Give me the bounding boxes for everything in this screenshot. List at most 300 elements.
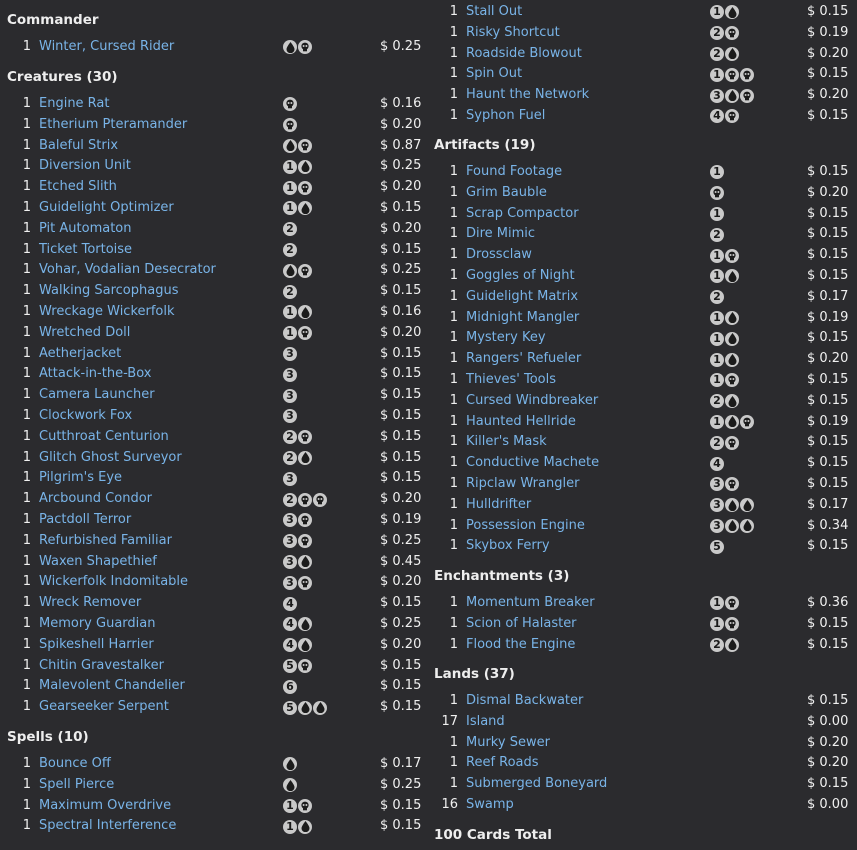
mana-cost	[283, 796, 312, 817]
card-name-link[interactable]: Wreckage Wickerfolk	[39, 303, 175, 319]
card-quantity: 1	[22, 657, 31, 673]
card-name-link[interactable]: Pit Automaton	[39, 220, 132, 236]
mana-cost	[283, 775, 297, 796]
card-name-link[interactable]: Spectral Interference	[39, 818, 177, 834]
mana-cost	[283, 323, 312, 344]
card-price: $ 0.20	[807, 184, 849, 200]
card-row	[7, 816, 427, 837]
card-name-link[interactable]: Thieves' Tools	[466, 371, 556, 387]
card-quantity: 1	[22, 491, 31, 507]
generic-mana-icon: 3	[283, 534, 297, 548]
card-row	[7, 302, 427, 323]
card-row	[7, 406, 427, 427]
card-name-link[interactable]: Submerged Boneyard	[466, 776, 608, 792]
card-row	[7, 468, 427, 489]
card-price: $ 0.15	[807, 371, 849, 387]
card-name-link[interactable]: Spikeshell Harrier	[39, 636, 154, 652]
card-quantity: 1	[22, 615, 31, 631]
card-quantity: 1	[449, 351, 458, 367]
card-name-link[interactable]: Diversion Unit	[39, 158, 131, 174]
card-name-link[interactable]: Guidelight Matrix	[466, 288, 579, 304]
mana-cost	[283, 531, 312, 552]
card-row	[434, 691, 854, 712]
generic-mana-icon: 1	[710, 165, 724, 179]
blue-mana-icon	[740, 519, 754, 533]
card-price: $ 0.15	[380, 797, 422, 813]
card-quantity: 1	[449, 615, 458, 631]
black-mana-icon	[740, 89, 754, 103]
card-quantity: 1	[22, 387, 31, 403]
card-price: $ 0.15	[380, 699, 422, 715]
card-quantity: 1	[22, 511, 31, 527]
card-row	[434, 614, 854, 635]
card-row	[434, 453, 854, 474]
card-name-link[interactable]: Pilgrim's Eye	[39, 470, 123, 486]
card-name-link[interactable]: Mystery Key	[466, 330, 546, 346]
card-name-link[interactable]: Clockwork Fox	[39, 407, 133, 423]
card-row	[434, 328, 854, 349]
card-name-link[interactable]: Haunted Hellride	[466, 413, 576, 429]
card-price: $ 0.15	[807, 538, 849, 554]
mana-cost	[710, 266, 739, 287]
card-price: $ 0.20	[807, 755, 849, 771]
card-name-link[interactable]: Dire Mimic	[466, 226, 536, 242]
generic-mana-icon: 4	[283, 638, 297, 652]
blue-mana-icon	[725, 415, 739, 429]
card-name-link[interactable]: Island	[466, 713, 505, 729]
card-row	[434, 349, 854, 370]
card-name-link[interactable]: Possession Engine	[466, 517, 585, 533]
generic-mana-icon: 3	[710, 89, 724, 103]
mana-cost	[710, 85, 754, 106]
card-name-link[interactable]: Spell Pierce	[39, 776, 115, 792]
black-mana-icon	[313, 493, 327, 507]
generic-mana-icon: 1	[283, 799, 297, 813]
card-price: $ 0.19	[807, 309, 849, 325]
card-price: $ 0.15	[380, 241, 422, 257]
card-row	[7, 240, 427, 261]
card-name-link[interactable]: Baleful Strix	[39, 137, 119, 153]
card-row	[7, 385, 427, 406]
card-name-link[interactable]: Cutthroat Centurion	[39, 428, 169, 444]
mana-cost	[283, 198, 312, 219]
black-mana-icon	[298, 139, 312, 153]
mana-cost	[710, 2, 739, 23]
card-name-link[interactable]: Hulldrifter	[466, 496, 532, 512]
card-quantity: 1	[22, 797, 31, 813]
card-row	[434, 287, 854, 308]
card-price: $ 0.15	[380, 366, 422, 382]
mana-cost	[710, 204, 724, 225]
mana-cost	[710, 391, 739, 412]
card-row	[7, 323, 427, 344]
card-row	[434, 391, 854, 412]
generic-mana-icon: 1	[710, 415, 724, 429]
card-price: $ 0.17	[807, 496, 849, 512]
card-name-link[interactable]: Scrap Compactor	[466, 205, 579, 221]
card-quantity: 1	[22, 137, 31, 153]
blue-mana-icon	[298, 617, 312, 631]
blue-mana-icon	[725, 638, 739, 652]
black-mana-icon	[283, 118, 297, 132]
mana-cost	[710, 106, 739, 127]
generic-mana-icon: 2	[283, 243, 297, 257]
mana-cost	[710, 287, 724, 308]
card-name-link[interactable]: Glitch Ghost Surveyor	[39, 449, 182, 465]
card-price: $ 0.25	[380, 158, 422, 174]
mana-cost	[283, 676, 297, 697]
mana-cost	[710, 453, 724, 474]
card-price: $ 0.15	[807, 615, 849, 631]
card-price: $ 0.25	[380, 532, 422, 548]
blue-mana-icon	[313, 701, 327, 715]
black-mana-icon	[298, 493, 312, 507]
card-name-link[interactable]: Wreck Remover	[39, 595, 142, 611]
generic-mana-icon: 2	[710, 436, 724, 450]
blue-mana-icon	[283, 778, 297, 792]
card-quantity: 1	[449, 538, 458, 554]
generic-mana-icon: 2	[283, 451, 297, 465]
card-quantity: 1	[449, 475, 458, 491]
black-mana-icon	[298, 576, 312, 590]
card-row	[434, 516, 854, 537]
black-mana-icon	[725, 68, 739, 82]
mana-cost	[710, 516, 754, 537]
generic-mana-icon: 5	[283, 659, 297, 673]
generic-mana-icon: 2	[710, 394, 724, 408]
card-quantity: 1	[22, 324, 31, 340]
card-row	[7, 614, 427, 635]
card-quantity: 1	[449, 45, 458, 61]
card-price: $ 0.25	[380, 776, 422, 792]
card-quantity: 1	[449, 755, 458, 771]
card-name-link[interactable]: Reef Roads	[466, 755, 539, 771]
card-name-link[interactable]: Rangers' Refueler	[466, 351, 582, 367]
card-row	[7, 676, 427, 697]
card-price: $ 0.15	[380, 345, 422, 361]
card-quantity: 17	[441, 713, 458, 729]
black-mana-icon	[725, 436, 739, 450]
generic-mana-icon: 1	[283, 305, 297, 319]
card-row	[7, 281, 427, 302]
mana-cost	[710, 593, 739, 614]
mana-cost	[283, 572, 312, 593]
card-name-link[interactable]: Midnight Mangler	[466, 309, 580, 325]
card-quantity: 1	[449, 595, 458, 610]
section-title-artifacts: Artifacts (19)	[434, 137, 536, 153]
generic-mana-icon: 1	[710, 617, 724, 631]
card-row	[434, 245, 854, 266]
generic-mana-icon: 4	[283, 617, 297, 631]
card-price: $ 0.36	[807, 595, 849, 610]
card-row	[7, 198, 427, 219]
black-mana-icon	[725, 477, 739, 491]
black-mana-icon	[298, 513, 312, 527]
mana-cost	[283, 468, 297, 489]
card-quantity: 1	[22, 776, 31, 792]
black-mana-icon	[710, 186, 724, 200]
card-quantity: 1	[22, 595, 31, 611]
card-name-link[interactable]: Wretched Doll	[39, 324, 131, 340]
mana-cost	[283, 156, 312, 177]
card-name-link[interactable]: Guidelight Optimizer	[39, 199, 174, 215]
card-row	[434, 204, 854, 225]
card-name-link[interactable]: Drossclaw	[466, 247, 532, 263]
card-name-link[interactable]: Memory Guardian	[39, 615, 156, 631]
generic-mana-icon: 1	[283, 820, 297, 834]
card-quantity: 1	[22, 553, 31, 569]
card-price: $ 0.19	[807, 413, 849, 429]
generic-mana-icon: 1	[283, 326, 297, 340]
card-quantity: 1	[449, 66, 458, 82]
card-quantity: 1	[449, 330, 458, 346]
card-name-link[interactable]: Aetherjacket	[39, 345, 122, 361]
card-price: $ 0.15	[380, 678, 422, 694]
mana-cost	[283, 635, 312, 656]
mana-cost	[283, 406, 297, 427]
blue-mana-icon	[725, 47, 739, 61]
card-list	[434, 162, 854, 557]
card-quantity: 1	[22, 158, 31, 174]
card-name-link[interactable]: Walking Sarcophagus	[39, 283, 179, 299]
blue-mana-icon	[283, 40, 297, 54]
generic-mana-icon: 4	[710, 457, 724, 471]
card-price: $ 0.25	[380, 615, 422, 631]
card-name-link[interactable]: Swamp	[466, 796, 514, 812]
card-name-link[interactable]: Malevolent Chandelier	[39, 678, 185, 694]
card-name-link[interactable]: Risky Shortcut	[466, 24, 560, 40]
generic-mana-icon: 3	[283, 347, 297, 361]
card-quantity: 1	[22, 449, 31, 465]
card-row	[7, 177, 427, 198]
card-row	[7, 489, 427, 510]
mana-cost	[710, 23, 739, 44]
card-name-link[interactable]: Vohar, Vodalian Desecrator	[39, 262, 216, 278]
mana-cost	[283, 593, 297, 614]
card-row	[7, 427, 427, 448]
card-quantity: 1	[449, 734, 458, 750]
card-price: $ 0.16	[380, 96, 422, 111]
card-row	[434, 162, 854, 183]
card-price: $ 0.20	[380, 491, 422, 507]
card-row	[7, 572, 427, 593]
card-name-link[interactable]: Skybox Ferry	[466, 538, 550, 554]
card-name-link[interactable]: Grim Bauble	[466, 184, 547, 200]
card-row	[434, 536, 854, 557]
generic-mana-icon: 3	[283, 472, 297, 486]
mana-cost	[283, 260, 312, 281]
card-name-link[interactable]: Scion of Halaster	[466, 615, 577, 631]
mana-cost	[710, 536, 724, 557]
blue-mana-icon	[298, 555, 312, 569]
mana-cost	[283, 364, 297, 385]
generic-mana-icon: 1	[283, 201, 297, 215]
card-row	[7, 94, 427, 115]
card-name-link[interactable]: Flood the Engine	[466, 636, 576, 652]
card-name-link[interactable]: Attack-in-the-Box	[39, 366, 152, 382]
card-name-link[interactable]: Winter, Cursed Rider	[39, 39, 175, 54]
card-name-link[interactable]: Killer's Mask	[466, 434, 547, 450]
mana-cost	[283, 614, 312, 635]
card-name-link[interactable]: Ripclaw Wrangler	[466, 475, 580, 491]
card-name-link[interactable]: Goggles of Night	[466, 267, 575, 283]
card-row	[434, 774, 854, 795]
blue-mana-icon	[283, 264, 297, 278]
card-name-link[interactable]: Chitin Gravestalker	[39, 657, 164, 673]
card-name-link[interactable]: Syphon Fuel	[466, 107, 546, 123]
card-row	[434, 308, 854, 329]
card-quantity: 1	[449, 24, 458, 40]
generic-mana-icon: 3	[710, 477, 724, 491]
blue-mana-icon	[298, 305, 312, 319]
card-price: $ 0.15	[380, 657, 422, 673]
mana-cost	[283, 37, 312, 58]
black-mana-icon	[298, 264, 312, 278]
black-mana-icon	[725, 373, 739, 387]
section-title-spells: Spells (10)	[7, 729, 89, 745]
card-name-link[interactable]: Etched Slith	[39, 179, 117, 195]
card-name-link[interactable]: Murky Sewer	[466, 734, 550, 750]
card-price: $ 0.87	[380, 137, 422, 153]
mana-cost	[283, 177, 312, 198]
card-name-link[interactable]: Cursed Windbreaker	[466, 392, 599, 408]
card-quantity: 1	[449, 413, 458, 429]
card-name-link[interactable]: Stall Out	[466, 4, 523, 19]
card-row	[434, 183, 854, 204]
card-price: $ 0.25	[380, 39, 422, 54]
mana-cost	[710, 635, 739, 656]
card-name-link[interactable]: Etherium Pteramander	[39, 116, 188, 132]
blue-mana-icon	[725, 332, 739, 346]
card-name-link[interactable]: Gearseeker Serpent	[39, 699, 169, 715]
card-row	[434, 432, 854, 453]
card-list	[7, 754, 427, 837]
generic-mana-icon: 2	[283, 222, 297, 236]
card-price: $ 0.15	[807, 226, 849, 242]
card-price: $ 0.20	[380, 179, 422, 195]
card-price: $ 0.20	[807, 734, 849, 750]
mana-cost	[283, 281, 297, 302]
card-name-link[interactable]: Wickerfolk Indomitable	[39, 574, 189, 590]
card-list	[434, 691, 854, 816]
card-row	[7, 552, 427, 573]
card-name-link[interactable]: Momentum Breaker	[466, 595, 595, 610]
card-row	[434, 733, 854, 754]
card-name-link[interactable]: Refurbished Familiar	[39, 532, 172, 548]
card-price: $ 0.15	[807, 247, 849, 263]
card-price: $ 0.20	[380, 220, 422, 236]
generic-mana-icon: 1	[710, 332, 724, 346]
black-mana-icon	[725, 249, 739, 263]
card-quantity: 1	[22, 574, 31, 590]
card-quantity: 1	[449, 267, 458, 283]
card-price: $ 0.15	[807, 693, 849, 708]
generic-mana-icon: 5	[710, 540, 724, 554]
generic-mana-icon: 2	[283, 493, 297, 507]
black-mana-icon	[283, 97, 297, 111]
card-price: $ 0.34	[807, 517, 849, 533]
mana-cost	[283, 302, 312, 323]
black-mana-icon	[298, 40, 312, 54]
card-price: $ 0.15	[380, 199, 422, 215]
card-price: $ 0.15	[807, 66, 849, 82]
generic-mana-icon: 1	[283, 160, 297, 174]
mana-cost	[710, 370, 739, 391]
mana-cost	[283, 816, 312, 837]
generic-mana-icon: 1	[710, 5, 724, 19]
generic-mana-icon: 1	[710, 373, 724, 387]
card-price: $ 0.15	[380, 407, 422, 423]
generic-mana-icon: 2	[710, 26, 724, 40]
card-price: $ 0.15	[380, 470, 422, 486]
mana-cost	[710, 349, 739, 370]
blue-mana-icon	[298, 701, 312, 715]
mana-cost	[710, 432, 739, 453]
section-title-commander: Commander	[7, 12, 99, 28]
card-quantity: 1	[449, 288, 458, 304]
card-name-link[interactable]: Arcbound Condor	[39, 491, 152, 507]
card-list	[434, 2, 854, 127]
card-price: $ 0.15	[380, 387, 422, 403]
card-name-link[interactable]: Pactdoll Terror	[39, 511, 132, 527]
card-quantity: 1	[449, 392, 458, 408]
card-name-link[interactable]: Haunt the Network	[466, 87, 590, 103]
generic-mana-icon: 1	[710, 269, 724, 283]
card-price: $ 0.15	[380, 595, 422, 611]
card-name-link[interactable]: Ticket Tortoise	[39, 241, 133, 257]
card-name-link[interactable]: Waxen Shapethief	[39, 553, 157, 569]
blue-mana-icon	[298, 201, 312, 215]
card-name-link[interactable]: Conductive Machete	[466, 455, 600, 471]
card-quantity: 1	[22, 756, 31, 771]
card-name-link[interactable]: Dismal Backwater	[466, 693, 584, 708]
card-price: $ 0.15	[807, 475, 849, 491]
black-mana-icon	[725, 596, 739, 610]
mana-cost	[283, 344, 297, 365]
card-price: $ 0.15	[807, 455, 849, 471]
blue-mana-icon	[725, 269, 739, 283]
mana-cost	[283, 385, 297, 406]
cards-total: 100 Cards Total	[434, 827, 552, 843]
black-mana-icon	[298, 534, 312, 548]
card-name-link[interactable]: Maximum Overdrive	[39, 797, 172, 813]
card-list	[7, 37, 427, 58]
mana-cost	[710, 614, 739, 635]
generic-mana-icon: 5	[283, 701, 297, 715]
card-row	[434, 495, 854, 516]
card-price: $ 0.20	[380, 574, 422, 590]
card-quantity: 1	[22, 116, 31, 132]
card-quantity: 1	[449, 776, 458, 792]
card-name-link[interactable]: Spin Out	[466, 66, 523, 82]
blue-mana-icon	[725, 5, 739, 19]
card-name-link[interactable]: Found Footage	[466, 164, 563, 179]
card-name-link[interactable]: Camera Launcher	[39, 387, 155, 403]
blue-mana-icon	[283, 757, 297, 771]
card-name-link[interactable]: Roadside Blowout	[466, 45, 582, 61]
mana-cost	[710, 308, 739, 329]
card-row	[7, 796, 427, 817]
card-price: $ 0.15	[807, 434, 849, 450]
card-price: $ 0.20	[807, 351, 849, 367]
card-price: $ 0.15	[380, 283, 422, 299]
mana-cost	[283, 552, 312, 573]
card-name-link[interactable]: Bounce Off	[39, 756, 111, 771]
card-name-link[interactable]: Engine Rat	[39, 96, 110, 111]
card-quantity: 1	[22, 220, 31, 236]
generic-mana-icon: 3	[283, 513, 297, 527]
generic-mana-icon: 6	[283, 680, 297, 694]
